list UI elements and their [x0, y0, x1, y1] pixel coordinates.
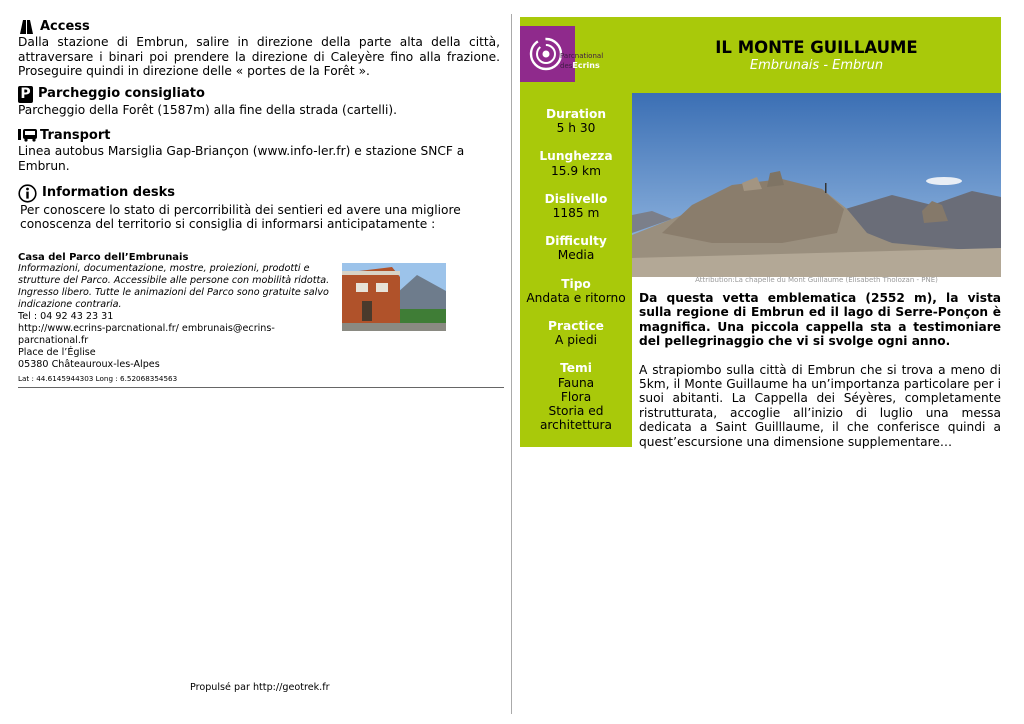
trek-card: [520, 17, 1001, 449]
info-desks-section: [18, 184, 500, 388]
column-divider: [511, 14, 512, 714]
description-body: A strapiombo sulla città di Embrun che si trova a meno di 5km, il Monte Guillaume ha un’importanza particolare per i suoi abitanti. La Cappella dei Séyères, completamente ristrutturata, accoglie all’inizio di luglio una messa dedicata a Saint Guilllaume, il che conferisce quindi a quest’escursione una dimensione supplementare…: [639, 362, 1001, 449]
photo-attribution: Attribution:La chapelle du Mont Guillaume (Elisabeth Tholozan - PNE): [695, 276, 938, 284]
parking-heading: [18, 86, 500, 103]
logo-line-1: Parcnational: [560, 52, 604, 60]
park-house-photo: [342, 263, 446, 331]
stat-value: Andata e ritorno: [526, 290, 626, 305]
stat-value: 15.9 km: [551, 163, 601, 178]
stat-item: [520, 192, 632, 220]
trek-title: IL MONTE GUILLAUME: [715, 38, 918, 57]
transport-text: Linea autobus Marsiglia Gap-Briançon (www.info-ler.fr) e stazione SNCF a Embrun.: [18, 144, 465, 173]
stat-value: Media: [557, 248, 595, 263]
parking-icon: P: [18, 86, 33, 103]
stat-label: Duration: [545, 107, 607, 121]
info-desks-text: Per conoscere lo stato di percorribilità dei sentieri ed avere una migliore conoscenza del territorio si consiglia di informarsi anticipatamente :: [20, 202, 461, 232]
stat-item: [520, 361, 632, 432]
transport-section: [18, 127, 500, 173]
desk-address-line1: Place de l’Église: [18, 346, 96, 358]
parking-section: [18, 86, 500, 118]
access-section: [18, 18, 500, 79]
footer-credit: Propulsé par http://geotrek.fr: [190, 682, 330, 693]
info-desks-heading: [18, 184, 500, 203]
logo-line-3: Ecrins: [572, 61, 600, 70]
trek-subtitle: Embrunais - Embrun: [749, 58, 884, 73]
stat-item: [520, 149, 632, 177]
stats-sidebar: [520, 93, 632, 447]
stat-value: 5 h 30: [556, 121, 596, 136]
info-desk-card: [18, 263, 500, 385]
hiker-icon: [18, 18, 35, 35]
stat-label: Tipo: [561, 276, 591, 291]
access-title: Access: [40, 18, 90, 34]
transport-heading: [18, 127, 500, 144]
desk-tel: Tel : 04 92 43 23 31: [18, 310, 114, 322]
access-text: Dalla stazione di Embrun, salire in direzione della parte alta della città, attraversare i binari poi prendere la direzione di Caleyère fino alla frazione. Proseguire quindi in direzione delle « portes de la Forêt ».: [18, 35, 500, 79]
park-logo: [520, 26, 604, 82]
desk-description: Informazioni, documentazione, mostre, proiezioni, prodotti e strutture del Parco. Accessibile alle persone con mobilità ridotta. Ingresso libero. Tutte le animazioni del Parco sono gratuite salvo indicazione contraria.: [18, 262, 330, 310]
parking-text: Parcheggio della Forêt (1587m) alla fine della strada (cartelli).: [18, 102, 398, 117]
stat-label: Temi: [560, 361, 592, 376]
practical-info-column: [18, 18, 500, 388]
description-lead: Da questa vetta emblematica (2552 m), la vista sulla regione di Embrun ed il lago di Serre-Ponçon è magnifica. Una piccola cappella sta a testimoniare del pellegrinaggio che vi si svolge ogni anno.: [639, 291, 1001, 349]
stat-value: Storia ed architettura: [539, 404, 613, 433]
desk-name: Casa del Parco dell’Embrunais: [18, 251, 189, 263]
chapel-photo: [632, 93, 1001, 277]
desk-address-line2: 05380 Châteauroux-les-Alpes: [18, 358, 160, 370]
stat-value: Fauna: [557, 375, 595, 390]
trek-description: [639, 291, 1001, 449]
stat-label: Dislivello: [544, 191, 608, 206]
info-icon: [18, 184, 37, 203]
stat-item: [520, 277, 632, 305]
parking-title: Parcheggio consigliato: [38, 86, 205, 102]
stat-value: A piedi: [555, 333, 597, 348]
bus-icon: [18, 127, 35, 144]
trek-header: [520, 17, 1001, 93]
info-desks-title: Information desks: [42, 185, 176, 201]
stat-item: [520, 107, 632, 135]
section-divider: [18, 387, 504, 388]
stat-label: Practice: [548, 319, 604, 334]
stat-item: [520, 319, 632, 347]
stat-label: Lunghezza: [539, 149, 613, 164]
desk-latlong: Lat : 44.6145944303 Long : 6.52068354563: [18, 373, 178, 383]
access-heading: [18, 18, 500, 35]
stat-item: [520, 234, 632, 262]
stat-value: 1185 m: [552, 206, 600, 221]
transport-title: Transport: [40, 127, 111, 143]
logo-line-2: des: [560, 62, 573, 70]
stat-label: Difficulty: [545, 234, 607, 249]
stat-value: Flora: [560, 389, 592, 404]
desk-contact[interactable]: http://www.ecrins-parcnational.fr/ embrunais@ecrins-parcnational.fr: [18, 322, 275, 346]
